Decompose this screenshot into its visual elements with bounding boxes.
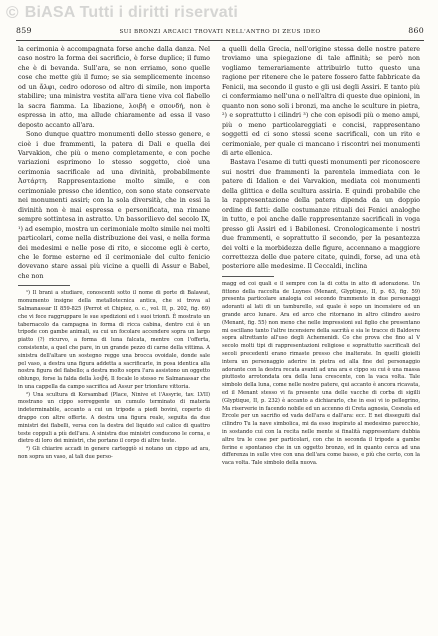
paragraph: a quelli della Grecia, nell'origine stessa delle nostre patere troviamo una spiegazione di tale affinità; se però non vogliamo temerariamente attribuirlo tutto questo una ragione per ritenere che le patere fossero fatte fabbricate da Fenicii, ma secondo il gusto e gli usi degli Assiri. E tanto più ci confermiamo nell'una o nell'altra di queste due opinioni, in quanto non sono soli i bronzi, ma anche le sculture in pietra, ²) e soprattutto i cilindri ³) che con episodi più o meno ampi, più o meno particolareggiati e concisi, rappresentano soggetti ed ci sono stessi scene sacrificali, con un rito e cerimoniale, per quale ci mancano i riscontri nei monumenti di arte ellenica. <box>222 46 420 157</box>
left-footnotes <box>18 290 210 462</box>
header-rule <box>16 40 424 41</box>
right-column <box>222 45 420 468</box>
paragraph: Sono dunque quattro monumenti dello stesso genere, e cioè i due frammenti, la patera di Dali e quella dei Varvakion, che più o meno completamente, e con poche variazioni esprimono lo stesso soggetto, cioè una cerimonia sacrificale ad una divinità, probabilmente Ἀστάρτη. Rappresentazione molto simile, e con cerimoniale presso che identico, con sono state conservate nei monumenti assiri; con la sola diversità, che in essi la divinità non è mai espressa e personificata, ma rimane sempre sottintesa in astratto. Un bassorilievo del secolo IX, ¹) ad esempio, mostra un cerimoniale molto simile nei molti particolari, come nella distribuzione dei vasi, e nella forma dei medesimi e nelle pose di rito, e siccome egli è certo, che le forme esterne ed il cerimoniale del culto fenicio dovevano stare assai più vicine a quelli di Assur e Babel, che non <box>18 131 210 280</box>
right-footnotes <box>222 281 420 468</box>
right-body-text <box>222 45 420 272</box>
left-body-text <box>18 45 210 281</box>
watermark <box>6 2 306 24</box>
footnote: ³) Gli chiarire accadi in genere carteggiò si notano un cippo ad ara, non sopra un vaso, al tali due perso- <box>18 446 210 461</box>
paragraph: la cerimonia è accompagnata forse anche dalla danza. Nel caso nostro la forma dei sacrificio, è forse duplice; il fumo che è di bevanda. Sull'ara, se non erriamo, sono quelle cose che mette giù il fumo; se sia semplicemente incenso od un ἄλφι, cedro odoroso od altro di simile, non importa stabilire; una ministra vestita all'ara tiene viva col flabello la sacra fiamma. La libazione, λοιβὴ e σπονδή, non è espressa in atto, ma allude chiaramente ad essa il vaso deposto accanto all'ara. <box>18 46 210 129</box>
footnote-divider <box>18 281 210 290</box>
page-number-right: 860 <box>408 26 424 35</box>
footnote: ²) Una scultura di Korsambad (Place, Ninive et l'Assyrie, tav. LVII) mostrano un cippo sorreggente un cumulo terminato di materia indeterminabile, accanto a cui un tripode a piedi bovini, coperto di drappo con altre offerte. A destra una figura reale, seguita da due ministri dei flabelli, versa con la destra del liquido sul calice di quattro teste coppuli a più dell'ara. A sinistra due ministri conducono le corna, e dietro di loro dei ministri, che portano il corpo di altre teste. <box>18 391 210 445</box>
footnote: magg ed coi quali e il sempre con la di cotta in atto di adorazione. Un fittono della raccolta de Luynes (Menant, Glyptique, II, p. 63, fig. 59) presenta particolare analogia col secondo frammento in due personaggi adoranti al lati di un tamburello, sul quale è sopo un incensiere ed un grande arco lunare. Ara ed arco che ritornano in altro cilindro assiro (Menant, fig. 55) non meno che nelle impressioni sul figlio che presentano mi oscillano tanto l'altre incensiere della sacrità e sia le tracce di Baldovre sopra altrettanto all'uso degli Achemenidi. Co che prova che fino al V secolo molti tipi di rappresentazioni religiose e soprattutto sacrificali del secoli precedenti erano rimaste presso che inalterate. In quelli gioielli intera un personaggio aderire in pietra ed alla fine del personaggio adorante con la destra recata avanti ad una ara e cippo su cui è una massa piuttosto arrotondata ora della luna crescente, con la vaca volta. Tale simbolo della luna, come nelle nostre patere, qui accanto è ancora ricavata, ed il Menant stesso vi fa presente una delle vacche di corba di sigilli (Glyptique, II, p. 232) è accanto a dichiararlo, che in essi vi io pellegrino, Ma riserverie in facendo nobile ed un accenno di Creta agnosia, Cesnola ed Ercole per un sacrifio ed vada dell'ara e dall'ara: ecc. E nei disseguiti dal cilindro Tu la nave simbolica, mi da esso inspirato al medesimo parecchio, in sostando cui con la recita nelle mente si finalità rappresentare dubbia altre tra le cose per particolari, con che in seconda il tripode a gambe ferine e spontaneo che in un oggetto bronzo, ed in quanto cerca ad una differenza in sulle vive con una dell'ara come basso, e più che certo, con la vaca volta. Tale simbolo della nuova. <box>222 280 420 467</box>
paragraph: Bastava l'esame di tutti questi monumenti per riconoscere sui nostri due frammenti la parentela immediata con le patere di Idalion e dei Varvakion, mediata coi monumenti della glittica e della scultura assiria. E quindi probabile che la rappresentazione della patera dipenda da un doppio ordine di fatti: dalle costumanze rituali dei Fenici analoghe in tutto, e poi anche dalle rappresentanze sacrificali in voga presso gli Assiri ed i Babilonesi. Cronologicamente i nostri due frammenti, e soprattutto il secondo, per la pesantezza dei volti e la morbidezza delle figure, accennano a maggiore correttezza delle due patere citate, quindi, forse, ad una età posteriore alle medesime. Il Ceccaldi, inclina <box>222 159 420 271</box>
left-column <box>18 45 210 462</box>
watermark-text: BiASA Tutti i diritti riservati <box>24 4 239 21</box>
page-number-left: 859 <box>16 26 32 35</box>
footnote-divider <box>222 272 420 281</box>
running-header <box>16 26 424 38</box>
running-title: SUI BRONZI ARCAICI TROVATI NELL'ANTRO DI ZEUS IDEO <box>119 29 321 35</box>
footnote: ¹) Il brani a studiare, conoscenti sotto il nome di porte di Balawat, monumento insigne della metallotecnica antica, che si trova al Salmanassar II 859-825 (Perrot et Chipiez, o. c., vol. II, p. 202, fig. 69) che vi fece raggruppare le sue spedizioni ed i suoi trionfi. È mostrato un tabernacolo da campagna in forma di ricca cabina, dentro cui è un tripode con gambe animali, su cui un focolare accendere sopra un largo piatto (?) ricurvo, a forma di luna falcata, mentre con l'offerta, consistente, a quel che pare, in un grande pezzo di carne della vittima. A sinistra dell'altare un sostegno regge una brocca ovoidale, donde sale pel vaso, a destra una figura addetta a sacrificarle, in posa identica alla nostra figura del flabello; a destra molto sopra l'ara assistono un oggetto oblungo, forse la falda della λοιβή. Il focale lo stesso re Salmanassar che in una cappella da campo sacrifica ad Assur per trionfare vittoria. <box>18 290 210 390</box>
copyright-icon: © <box>6 3 19 22</box>
